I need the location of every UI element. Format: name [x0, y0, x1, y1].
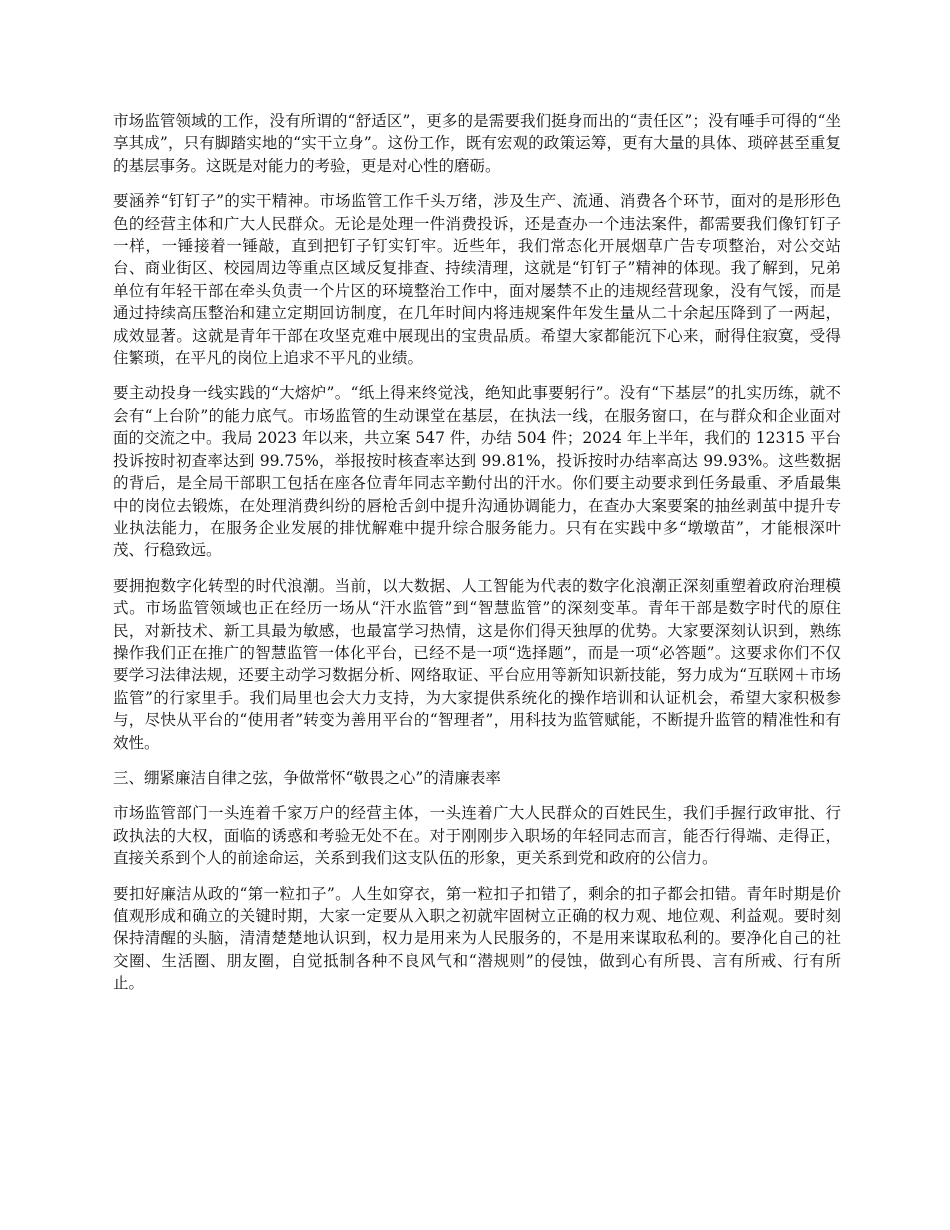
paragraph-intro: 市场监管领域的工作，没有所谓的“舒适区”，更多的是需要我们挺身而出的“责任区”；没有唾手可得的“坐享其成”，只有脚踏实地的“实干立身”。这份工作，既有宏观的政策运筹，更有大量的具体、琐碎甚至重复的基层事务。这既是对能力的考验，更是对心性的磨砺。	[113, 112, 841, 175]
paragraph-first-button: 要扣好廉洁从政的“第一粒扣子”。人生如穿衣，第一粒扣子扣错了，剩余的扣子都会扣错。青年时期是价值观形成和确立的关键时期，大家一定要从入职之初就牢固树立正确的权力观、地位观、利益观。要时刻保持清醒的头脑，清清楚楚地认识到，权力是用来为人民服务的，不是用来谋取私利的。要净化自己的社交圈、生活圈、朋友圈，自觉抵制各种不良风气和“潜规则”的侵蚀，做到心有所畏、言有所戒、行有所止。	[113, 884, 841, 993]
paragraph-nail-spirit: 要涵养“钉钉子”的实干精神。市场监管工作千头万绪，涉及生产、流通、消费各个环节，面对的是形形色色的经营主体和广大人民群众。无论是处理一件消费投诉，还是查办一个违法案件，都需要我们像钉钉子一样，一锤接着一锤敲，直到把钉子钉实钉牢。近些年，我们常态化开展烟草广告专项整治，对公交站台、商业街区、校园周边等重点区域反复排查、持续清理，这就是“钉钉子”精神的体现。我了解到，兄弟单位有年轻干部在牵头负责一个片区的环境整治工作中，面对屡禁不止的违规经营现象，没有气馁，而是通过持续高压整治和建立定期回访制度，在几年时间内将违规案件年发生量从二十余起压降到了一两起，成效显著。这就是青年干部在攻坚克难中展现出的宝贵品质。希望大家都能沉下心来，耐得住寂寞，受得住繁琐，在平凡的岗位上追求不平凡的业绩。	[113, 192, 841, 368]
document-body	[113, 110, 841, 1008]
paragraph-digital-transformation: 要拥抱数字化转型的时代浪潮。当前，以大数据、人工智能为代表的数字化浪潮正深刻重塑着政府治理模式。市场监管领域也正在经历一场从“汗水监管”到“智慧监管”的深刻变革。青年干部是数字时代的原住民，对新技术、新工具最为敏感，也最富学习热情，这是你们得天独厚的优势。大家要深刻认识到，熟练操作我们正在推广的智慧监管一体化平台，已经不是一项“选择题”，而是一项“必答题”。这要求你们不仅要学习法律法规，还要主动学习数据分析、网络取证、平台应用等新知识新技能，努力成为“互联网＋市场监管”的行家里手。我们局里也会大力支持，为大家提供系统化的操作培训和认证机会，希望大家积极参与，尽快从平台的“使用者”转变为善用平台的“智理者”，用科技为监管赋能，不断提升监管的精准性和有效性。	[113, 576, 841, 752]
paragraph-frontline-practice: 要主动投身一线实践的“大熔炉”。“纸上得来终觉浅，绝知此事要躬行”。没有“下基层”的扎实历练，就不会有“上台阶”的能力底气。市场监管的生动课堂在基层，在执法一线，在服务窗口，在与群众和企业面对面的交流之中。我局 2023 年以来，共立案 547 件，办结 504 件；2024 年上半年，我们的 12315 平台投诉按时初查率达到 99.75%，举报按时核查率达到 99.81%，投诉按时办结率高达 99.93%。这些数据的背后，是全局干部职工包括在座各位青年同志辛勤付出的汗水。你们要主动要求到任务最重、矛盾最集中的岗位去锻炼，在处理消费纠纷的唇枪舌剑中提升沟通协调能力，在查办大案要案的抽丝剥茧中提升专业执法能力，在服务企业发展的排忧解难中提升综合服务能力。只有在实践中多“墩墩苗”，才能根深叶茂、行稳致远。	[113, 384, 841, 560]
paragraph-integrity-intro: 市场监管部门一头连着千家万户的经营主体，一头连着广大人民群众的百姓民生，我们手握行政审批、行政执法的大权，面临的诱惑和考验无处不在。对于刚刚步入职场的年轻同志而言，能否行得端、走得正，直接关系到个人的前途命运，关系到我们这支队伍的形象，更关系到党和政府的公信力。	[113, 804, 841, 868]
section-heading-integrity: 三、绷紧廉洁自律之弦，争做常怀“敬畏之心”的清廉表率	[113, 768, 501, 787]
